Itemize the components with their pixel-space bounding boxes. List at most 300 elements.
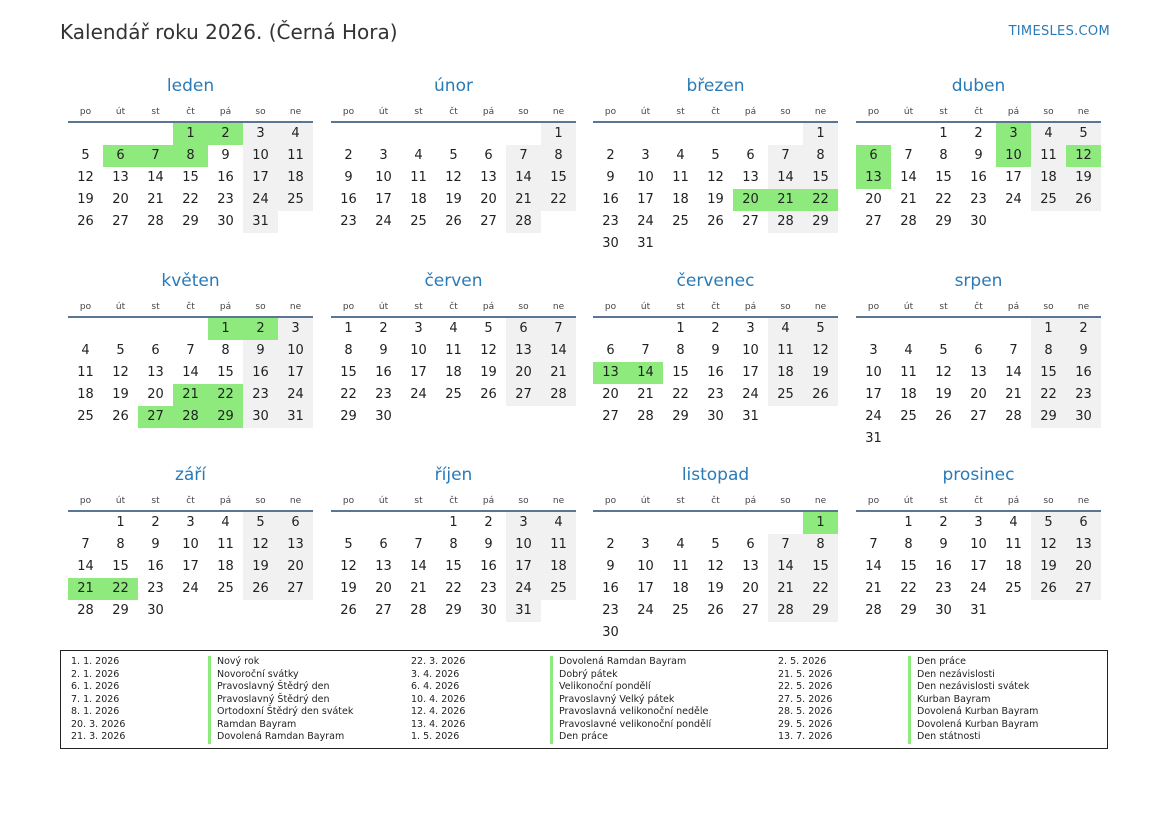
day-cell: 26 [340, 603, 357, 618]
day-cell: 16 [602, 581, 619, 596]
month-červen [331, 267, 576, 428]
day-cell: 15 [900, 559, 917, 574]
legend-row [411, 669, 741, 682]
weekday-header: pá [733, 104, 768, 123]
day-cell: 22 [1031, 384, 1066, 406]
day-cell: 17 [375, 192, 392, 207]
day-cell: 13 [278, 534, 313, 556]
day-cell: 21 [541, 362, 576, 384]
day-cell: 1 [344, 321, 353, 336]
weekday-header: út [103, 104, 138, 123]
holiday-date: 28. 5. 2026 [778, 706, 833, 717]
day-cell: 19 [480, 365, 497, 380]
day-cell: 7 [768, 534, 803, 556]
day-cell: 20 [278, 556, 313, 578]
day-cell: 15 [803, 167, 838, 189]
weekday-header: út [366, 104, 401, 123]
day-cell: 11 [768, 340, 803, 362]
day-cell: 9 [939, 537, 948, 552]
weekday-header: st [401, 299, 436, 318]
day-cell: 17 [182, 559, 199, 574]
day-cell: 19 [243, 556, 278, 578]
day-cell: 22 [900, 581, 917, 596]
empty-cell [768, 123, 803, 145]
empty-cell [331, 512, 366, 534]
day-cell: 30 [243, 406, 278, 428]
day-cell: 23 [147, 581, 164, 596]
weekday-header: so [1031, 493, 1066, 512]
empty-cell [891, 318, 926, 340]
day-cell: 6 [484, 148, 493, 163]
holiday-day-cell: 6 [103, 145, 138, 167]
legend-row [778, 694, 1108, 707]
weekday-header: pá [471, 104, 506, 123]
day-cell: 15 [672, 365, 689, 380]
day-cell: 21 [410, 581, 427, 596]
holiday-day-cell: 3 [996, 123, 1031, 145]
day-cell: 8 [803, 145, 838, 167]
day-cell: 26 [707, 603, 724, 618]
day-cell: 13 [970, 365, 987, 380]
month-name: duben [951, 76, 1006, 96]
day-cell: 7 [1009, 343, 1018, 358]
day-cell: 30 [480, 603, 497, 618]
day-cell: 3 [746, 321, 755, 336]
day-cell: 3 [186, 515, 195, 530]
holiday-name: Dobrý pátek [550, 669, 618, 682]
holiday-day-cell: 29 [208, 406, 243, 428]
day-cell: 7 [506, 145, 541, 167]
day-cell: 26 [243, 578, 278, 600]
day-cell: 11 [1031, 145, 1066, 167]
day-cell: 14 [768, 556, 803, 578]
day-cell: 11 [541, 534, 576, 556]
holiday-day-cell: 2 [208, 123, 243, 145]
day-cell: 28 [865, 603, 882, 618]
day-cell: 28 [1005, 409, 1022, 424]
holiday-date: 21. 5. 2026 [778, 668, 833, 680]
day-cell: 23 [217, 192, 234, 207]
empty-cell [733, 123, 768, 145]
day-cell: 9 [1066, 340, 1101, 362]
day-cell: 9 [344, 170, 353, 185]
day-cell: 2 [151, 515, 160, 530]
day-cell: 30 [970, 214, 987, 229]
legend-column [411, 656, 741, 744]
day-cell: 11 [77, 365, 94, 380]
empty-cell [331, 123, 366, 145]
day-cell: 9 [379, 343, 388, 358]
day-cell: 27 [375, 603, 392, 618]
day-cell: 23 [375, 387, 392, 402]
day-cell: 11 [445, 343, 462, 358]
day-cell: 22 [445, 581, 462, 596]
holiday-day-cell: 22 [103, 578, 138, 600]
day-cell: 30 [147, 603, 164, 618]
legend-row [71, 731, 401, 744]
day-cell: 15 [803, 556, 838, 578]
empty-cell [856, 123, 891, 145]
holiday-date: 1. 5. 2026 [411, 731, 460, 742]
day-cell: 25 [672, 603, 689, 618]
empty-cell [173, 318, 208, 340]
day-cell: 13 [480, 170, 497, 185]
day-cell: 2 [379, 321, 388, 336]
weekday-header: po [593, 493, 628, 512]
day-cell: 18 [77, 387, 94, 402]
day-cell: 12 [480, 343, 497, 358]
day-cell: 22 [182, 192, 199, 207]
day-cell: 22 [935, 192, 952, 207]
empty-cell [68, 123, 103, 145]
day-cell: 1 [676, 321, 685, 336]
holiday-day-cell: 6 [856, 145, 891, 167]
empty-cell [856, 318, 891, 340]
day-cell: 21 [637, 387, 654, 402]
day-cell: 1 [541, 123, 576, 145]
day-cell: 16 [1066, 362, 1101, 384]
day-cell: 18 [900, 387, 917, 402]
holiday-name: Ramdan Bayram [208, 719, 296, 732]
holiday-legend [60, 650, 1108, 749]
month-name: prosinec [942, 465, 1015, 485]
day-cell: 7 [641, 343, 650, 358]
day-cell: 28 [147, 214, 164, 229]
day-cell: 10 [637, 170, 654, 185]
holiday-date: 29. 5. 2026 [778, 718, 833, 730]
day-cell: 8 [1031, 340, 1066, 362]
empty-cell [628, 123, 663, 145]
weekday-header: pá [208, 299, 243, 318]
day-cell: 16 [147, 559, 164, 574]
holiday-date: 12. 4. 2026 [411, 706, 466, 717]
day-cell: 11 [672, 170, 689, 185]
weekday-header: ne [541, 104, 576, 123]
day-cell: 7 [904, 148, 913, 163]
day-cell: 17 [243, 167, 278, 189]
day-cell: 25 [900, 409, 917, 424]
holiday-name: Dovolená Ramdan Bayram [208, 731, 344, 744]
day-cell: 9 [974, 148, 983, 163]
month-červenec [593, 267, 838, 428]
day-cell: 19 [803, 362, 838, 384]
day-cell: 12 [340, 559, 357, 574]
empty-cell [996, 318, 1031, 340]
empty-cell [768, 512, 803, 534]
day-cell: 11 [900, 365, 917, 380]
day-cell: 24 [410, 387, 427, 402]
empty-cell [961, 318, 996, 340]
day-cell: 17 [278, 362, 313, 384]
day-cell: 1 [939, 126, 948, 141]
day-cell: 18 [768, 362, 803, 384]
day-cell: 9 [711, 343, 720, 358]
day-cell: 5 [81, 148, 90, 163]
day-cell: 25 [1005, 581, 1022, 596]
day-cell: 9 [221, 148, 230, 163]
weekday-header: po [856, 493, 891, 512]
holiday-date: 1. 1. 2026 [71, 656, 120, 667]
day-cell: 19 [445, 192, 462, 207]
day-cell: 7 [81, 537, 90, 552]
holiday-day-cell: 1 [173, 123, 208, 145]
holiday-date: 7. 1. 2026 [71, 693, 120, 705]
holiday-date: 20. 3. 2026 [71, 718, 126, 730]
empty-cell [506, 123, 541, 145]
day-cell: 15 [340, 365, 357, 380]
holiday-date: 22. 3. 2026 [411, 656, 466, 667]
day-cell: 17 [865, 387, 882, 402]
day-cell: 20 [602, 387, 619, 402]
day-cell: 25 [77, 409, 94, 424]
weekday-header: po [856, 299, 891, 318]
day-cell: 4 [414, 148, 423, 163]
month-květen [68, 267, 313, 428]
holiday-day-cell: 1 [208, 318, 243, 340]
day-cell: 7 [869, 537, 878, 552]
day-cell: 26 [803, 384, 838, 406]
empty-cell [401, 512, 436, 534]
day-cell: 12 [445, 170, 462, 185]
day-cell: 14 [410, 559, 427, 574]
day-cell: 13 [375, 559, 392, 574]
day-cell: 15 [217, 365, 234, 380]
weekday-header: ne [278, 493, 313, 512]
day-cell: 20 [865, 192, 882, 207]
holiday-name: Pravoslavný Štědrý den [208, 681, 330, 694]
day-cell: 22 [672, 387, 689, 402]
weekday-header: st [401, 104, 436, 123]
day-cell: 30 [602, 236, 619, 251]
day-cell: 4 [278, 123, 313, 145]
day-cell: 2 [939, 515, 948, 530]
day-cell: 1 [803, 123, 838, 145]
holiday-name: Ortodoxní Štědrý den svátek [208, 706, 353, 719]
weekday-header: po [856, 104, 891, 123]
weekday-header: čt [436, 104, 471, 123]
day-cell: 26 [112, 409, 129, 424]
weekday-header: po [331, 299, 366, 318]
day-cell: 31 [742, 409, 759, 424]
weekday-header: ne [803, 104, 838, 123]
day-cell: 19 [340, 581, 357, 596]
holiday-day-cell: 22 [803, 189, 838, 211]
holiday-day-cell: 27 [138, 406, 173, 428]
weekday-header: ne [541, 299, 576, 318]
day-cell: 27 [865, 214, 882, 229]
weekday-header: so [506, 104, 541, 123]
day-cell: 18 [217, 559, 234, 574]
empty-cell [471, 123, 506, 145]
day-cell: 25 [541, 578, 576, 600]
day-cell: 24 [637, 214, 654, 229]
day-cell: 25 [410, 214, 427, 229]
weekday-header: st [138, 104, 173, 123]
day-cell: 25 [217, 581, 234, 596]
holiday-name: Pravoslavný Štědrý den [208, 694, 330, 707]
day-cell: 10 [243, 145, 278, 167]
holiday-date: 22. 5. 2026 [778, 681, 833, 692]
weekday-header: po [593, 104, 628, 123]
weekday-header: so [243, 299, 278, 318]
day-cell: 11 [217, 537, 234, 552]
day-cell: 28 [410, 603, 427, 618]
empty-cell [628, 318, 663, 340]
day-cell: 6 [606, 343, 615, 358]
empty-cell [68, 512, 103, 534]
site-link[interactable]: TIMESLES.COM [1008, 24, 1110, 39]
day-cell: 17 [1005, 170, 1022, 185]
day-cell: 8 [939, 148, 948, 163]
day-cell: 29 [935, 214, 952, 229]
month-name: srpen [954, 271, 1003, 291]
weekday-header: čt [173, 299, 208, 318]
day-cell: 22 [803, 578, 838, 600]
empty-cell [103, 318, 138, 340]
day-cell: 27 [602, 409, 619, 424]
weekday-header: út [103, 299, 138, 318]
holiday-day-cell: 21 [173, 384, 208, 406]
day-cell: 31 [970, 603, 987, 618]
day-cell: 18 [672, 192, 689, 207]
day-cell: 8 [904, 537, 913, 552]
day-cell: 4 [676, 148, 685, 163]
weekday-header: st [663, 299, 698, 318]
day-cell: 5 [449, 148, 458, 163]
day-cell: 8 [221, 343, 230, 358]
holiday-name: Den státnosti [908, 731, 981, 744]
day-cell: 5 [1031, 512, 1066, 534]
empty-cell [663, 512, 698, 534]
weekday-header: ne [1066, 104, 1101, 123]
day-cell: 14 [506, 167, 541, 189]
day-cell: 20 [375, 581, 392, 596]
day-cell: 18 [1031, 167, 1066, 189]
day-cell: 13 [1066, 534, 1101, 556]
month-name: říjen [434, 465, 473, 485]
day-cell: 20 [506, 362, 541, 384]
weekday-header: pá [733, 493, 768, 512]
day-cell: 16 [970, 170, 987, 185]
day-cell: 21 [1005, 387, 1022, 402]
day-cell: 26 [77, 214, 94, 229]
legend-row [71, 656, 401, 669]
weekday-header: út [891, 299, 926, 318]
weekday-header: po [593, 299, 628, 318]
empty-cell [401, 123, 436, 145]
day-cell: 19 [935, 387, 952, 402]
day-cell: 2 [711, 321, 720, 336]
day-cell: 29 [112, 603, 129, 618]
day-cell: 8 [803, 534, 838, 556]
empty-cell [856, 512, 891, 534]
empty-cell [366, 512, 401, 534]
day-cell: 23 [935, 581, 952, 596]
day-cell: 8 [676, 343, 685, 358]
day-cell: 18 [541, 556, 576, 578]
day-cell: 22 [541, 189, 576, 211]
holiday-name: Pravoslavný Velký pátek [550, 694, 674, 707]
day-cell: 14 [77, 559, 94, 574]
weekday-header: út [628, 104, 663, 123]
month-name: květen [161, 271, 220, 291]
day-cell: 13 [742, 170, 759, 185]
weekday-header: čt [436, 493, 471, 512]
day-cell: 23 [340, 214, 357, 229]
day-cell: 12 [77, 170, 94, 185]
legend-row [778, 731, 1108, 744]
month-prosinec [856, 461, 1101, 622]
day-cell: 7 [414, 537, 423, 552]
day-cell: 5 [344, 537, 353, 552]
day-cell: 9 [606, 559, 615, 574]
legend-row [778, 656, 1108, 669]
weekday-header: st [138, 493, 173, 512]
day-cell: 2 [484, 515, 493, 530]
day-cell: 26 [935, 409, 952, 424]
weekday-header: ne [803, 299, 838, 318]
day-cell: 15 [1031, 362, 1066, 384]
holiday-day-cell: 28 [173, 406, 208, 428]
day-cell: 4 [768, 318, 803, 340]
day-cell: 15 [935, 170, 952, 185]
legend-row [411, 731, 741, 744]
day-cell: 27 [112, 214, 129, 229]
day-cell: 27 [1066, 578, 1101, 600]
day-cell: 21 [768, 578, 803, 600]
legend-row [778, 669, 1108, 682]
weekday-header: út [891, 104, 926, 123]
weekday-header: st [926, 104, 961, 123]
day-cell: 3 [414, 321, 423, 336]
day-cell: 2 [344, 148, 353, 163]
month-říjen [331, 461, 576, 622]
weekday-header: so [1031, 104, 1066, 123]
month-name: únor [434, 76, 473, 96]
day-cell: 29 [340, 409, 357, 424]
day-cell: 7 [541, 318, 576, 340]
day-cell: 2 [606, 537, 615, 552]
holiday-day-cell: 1 [803, 512, 838, 534]
day-cell: 18 [672, 581, 689, 596]
day-cell: 2 [606, 148, 615, 163]
weekday-header: so [768, 299, 803, 318]
weekday-header: st [138, 299, 173, 318]
day-cell: 20 [970, 387, 987, 402]
holiday-day-cell: 13 [593, 362, 628, 384]
legend-row [778, 706, 1108, 719]
day-cell: 5 [711, 148, 720, 163]
weekday-header: st [663, 104, 698, 123]
day-cell: 12 [935, 365, 952, 380]
day-cell: 10 [278, 340, 313, 362]
holiday-day-cell: 8 [173, 145, 208, 167]
weekday-header: so [506, 299, 541, 318]
day-cell: 26 [1066, 189, 1101, 211]
day-cell: 5 [484, 321, 493, 336]
day-cell: 12 [243, 534, 278, 556]
weekday-header: út [103, 493, 138, 512]
legend-row [411, 681, 741, 694]
holiday-name: Kurban Bayram [908, 694, 991, 707]
month-name: březen [686, 76, 745, 96]
day-cell: 28 [506, 211, 541, 233]
weekday-header: út [366, 493, 401, 512]
holiday-day-cell: 22 [208, 384, 243, 406]
month-březen [593, 72, 838, 255]
day-cell: 30 [375, 409, 392, 424]
day-cell: 8 [541, 145, 576, 167]
